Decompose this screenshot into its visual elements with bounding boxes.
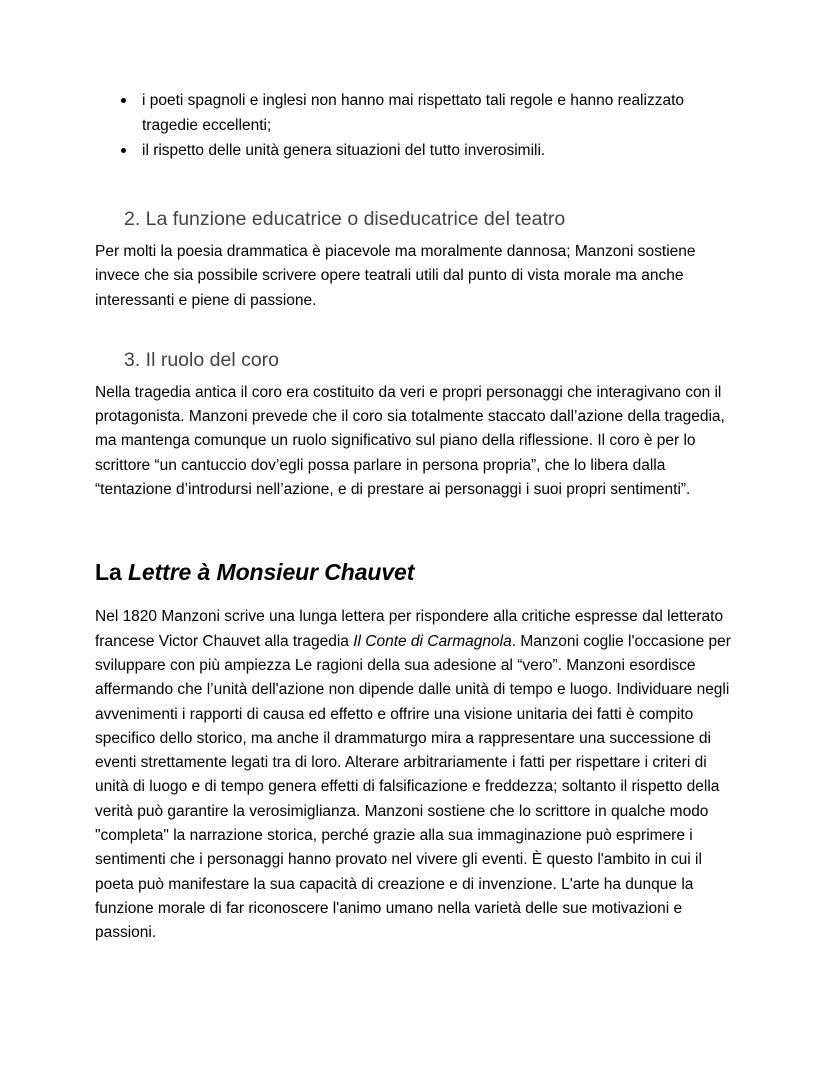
main-body-work-title: Il Conte di Carmagnola bbox=[353, 632, 512, 650]
page-title bbox=[95, 557, 731, 587]
page-title-prefix: La bbox=[95, 559, 128, 586]
list-item: il rispetto delle unità genera situazioni del tutto inverosimili. bbox=[95, 138, 731, 163]
list-item: i poeti spagnoli e inglesi non hanno mai rispettato tali regole e hanno realizzato tragedie eccellenti; bbox=[95, 88, 731, 138]
main-body-paragraph bbox=[95, 605, 731, 945]
intro-bullet-list bbox=[95, 88, 731, 163]
section-body-3: Nella tragedia antica il coro era costituito da veri e propri personaggi che interagivano con il protagonista. Manzoni prevede che il coro sia totalmente staccato dall’azione della tragedia, ma mantenga comunque un ruolo significativo sul piano della riflessione. Il coro è per lo scrittore “un cantuccio dov’egli possa parlare in persona propria”, che lo libera dalla “tentazione d’introdursi nell’azione, e di prestare ai personaggi i suoi propri sentimenti”. bbox=[95, 383, 725, 499]
section-heading-2: 2. La funzione educatrice o diseducatrice del teatro bbox=[124, 208, 566, 230]
document-content bbox=[95, 88, 731, 946]
section-heading-3: 3. Il ruolo del coro bbox=[124, 348, 280, 371]
main-body-part2: . Manzoni coglie l'occasione per sviluppare con più ampiezza Le ragioni della sua adesione al “vero”. Manzoni esordisce affermando che l’unità dell'azione non dipende dalle unità di tempo e luogo. Individuare negli avvenimenti i rapporti di causa ed effetto e offrire una visione unitaria dei fatti è compito specifico dello storico, ma anche il drammaturgo mira a rappresentare una successione di eventi strettamente legati tra di loro. Alterare arbitrariamente i fatti per rispettare i criteri di unità di luogo e di tempo genera effetti di falsificazione e freddezza; soltanto il rispetto della verità può garantire la verosimiglianza. Manzoni sostiene che lo scrittore in qualche modo "completa" la narrazione storica, perché grazie alla sua immaginazione può esprimere i sentimenti che i personaggi hanno provato nel vivere gli eventi. È questo l'ambito in cui il poeta può manifestare la sua capacità di creazione e di invenzione. L'arte ha dunque la funzione morale di far riconoscere l'animo umano nella varietà delle sue motivazioni e passioni. bbox=[95, 632, 731, 942]
section-body-2: Per molti la poesia drammatica è piacevole ma moralmente dannosa; Manzoni sostiene invece che sia possibile scrivere opere teatrali utili dal punto di vista morale ma anche interessanti e piene di passione. bbox=[95, 243, 696, 309]
main-body-part1: Nel 1820 Manzoni scrive una lunga lettera per rispondere alla critiche espresse dal letterato francese Victor Chauvet alla tragedia bbox=[95, 608, 724, 650]
page-title-work: Lettre à Monsieur Chauvet bbox=[127, 559, 415, 586]
